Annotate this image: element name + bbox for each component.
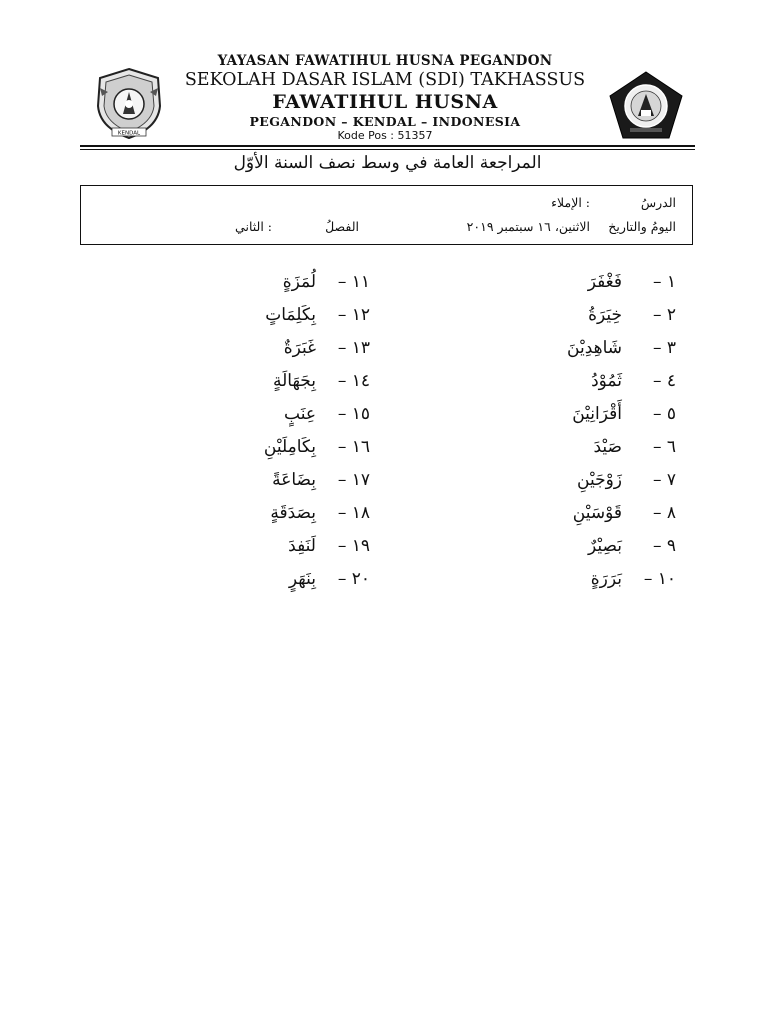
list-item <box>476 497 676 530</box>
postal-code: Kode Pos : 51357 <box>337 129 433 142</box>
subject-label: الدرسُ <box>640 195 676 210</box>
date-value: الاثنين، ١٦ سبتمبر ٢٠١٩ <box>466 219 590 234</box>
list-item <box>476 398 676 431</box>
item-word: لَنَفِدَ <box>288 536 316 556</box>
school-title: FAWATIHUL HUSNA <box>272 91 498 113</box>
item-word: غَبَرَةٌ <box>283 338 316 358</box>
list-item <box>476 332 676 365</box>
item-number: ٧ – <box>652 470 676 490</box>
word-list-right <box>476 266 676 596</box>
item-number: ٩ – <box>652 536 676 556</box>
item-number: ١٩ – <box>337 536 370 556</box>
list-item <box>170 299 370 332</box>
item-number: ١١ – <box>337 272 370 292</box>
list-item <box>170 266 370 299</box>
item-number: ٦ – <box>652 437 676 457</box>
date-label: اليومُ والتاريخ <box>608 219 676 234</box>
item-number: ١٦ – <box>337 437 370 457</box>
item-number: ١٣ – <box>337 338 370 358</box>
list-item <box>476 365 676 398</box>
list-item <box>170 332 370 365</box>
foundation-name: YAYASAN FAWATIHUL HUSNA PEGANDON <box>217 53 553 69</box>
item-word: فَغْفَرَ <box>587 272 622 292</box>
list-item <box>170 365 370 398</box>
item-word: قَوْسَيْنِ <box>572 503 622 523</box>
item-word: بِجَهَالَةٍ <box>272 371 316 391</box>
item-number: ٨ – <box>652 503 676 523</box>
list-item <box>476 431 676 464</box>
item-word: زَوْجَيْنِ <box>577 470 622 490</box>
item-word: بِكَلِمَاتٍ <box>265 305 316 325</box>
item-number: ٢ – <box>652 305 676 325</box>
subject-value: : الإملاء <box>551 195 590 210</box>
list-item <box>170 431 370 464</box>
header-divider-thick <box>80 145 695 147</box>
item-number: ١ – <box>652 272 676 292</box>
item-word: لُمَزَةٍ <box>282 272 316 292</box>
list-item <box>170 464 370 497</box>
item-word: ثَمُوْدُ <box>591 371 622 391</box>
school-name: SEKOLAH DASAR ISLAM (SDI) TAKHASSUS <box>184 70 586 90</box>
item-number: ٥ – <box>652 404 676 424</box>
class-value: : الثاني <box>235 219 272 234</box>
list-item <box>170 497 370 530</box>
item-word: بِكَامِلَيْنِ <box>263 437 316 457</box>
list-item <box>170 563 370 596</box>
item-number: ١٠ – <box>643 569 676 589</box>
school-address: PEGANDON – KENDAL – INDONESIA <box>249 114 521 129</box>
list-item <box>476 563 676 596</box>
item-number: ١٧ – <box>337 470 370 490</box>
item-word: بِصَدَقَةٍ <box>270 503 316 523</box>
list-item <box>170 530 370 563</box>
list-item <box>476 530 676 563</box>
letterhead <box>80 52 690 144</box>
word-list-left <box>170 266 370 596</box>
item-word: بِضَاعَةً <box>272 470 316 490</box>
item-word: صَيْدَ <box>593 437 622 457</box>
svg-text:KENDAL: KENDAL <box>117 130 141 137</box>
item-number: ٢٠ – <box>337 569 370 589</box>
letterhead-text <box>170 52 600 143</box>
item-number: ١٥ – <box>337 404 370 424</box>
item-number: ٣ – <box>652 338 676 358</box>
item-word: أَقْرَانِيْنَ <box>572 404 622 424</box>
item-word: بَصِيْرٌ <box>588 536 622 556</box>
item-word: بَرَرَةٍ <box>590 569 622 589</box>
list-item <box>476 299 676 332</box>
exam-info-box <box>80 185 693 245</box>
exam-title: المراجعة العامة في وسط نصف السنة الأوّل <box>233 153 542 173</box>
item-number: ٤ – <box>652 371 676 391</box>
item-word: بِنَهَرٍ <box>288 569 316 589</box>
item-number: ١٢ – <box>337 305 370 325</box>
item-number: ١٨ – <box>337 503 370 523</box>
class-label: الفصلُ <box>325 219 359 234</box>
school-emblem-logo <box>608 70 684 140</box>
item-number: ١٤ – <box>337 371 370 391</box>
list-item <box>170 398 370 431</box>
item-word: عِنَبٍ <box>284 404 316 424</box>
item-word: خِيَرَةُ <box>588 305 622 325</box>
list-item <box>476 464 676 497</box>
list-item <box>476 266 676 299</box>
item-word: شَاهِدِيْنَ <box>567 338 622 358</box>
school-crest-logo <box>92 66 166 140</box>
